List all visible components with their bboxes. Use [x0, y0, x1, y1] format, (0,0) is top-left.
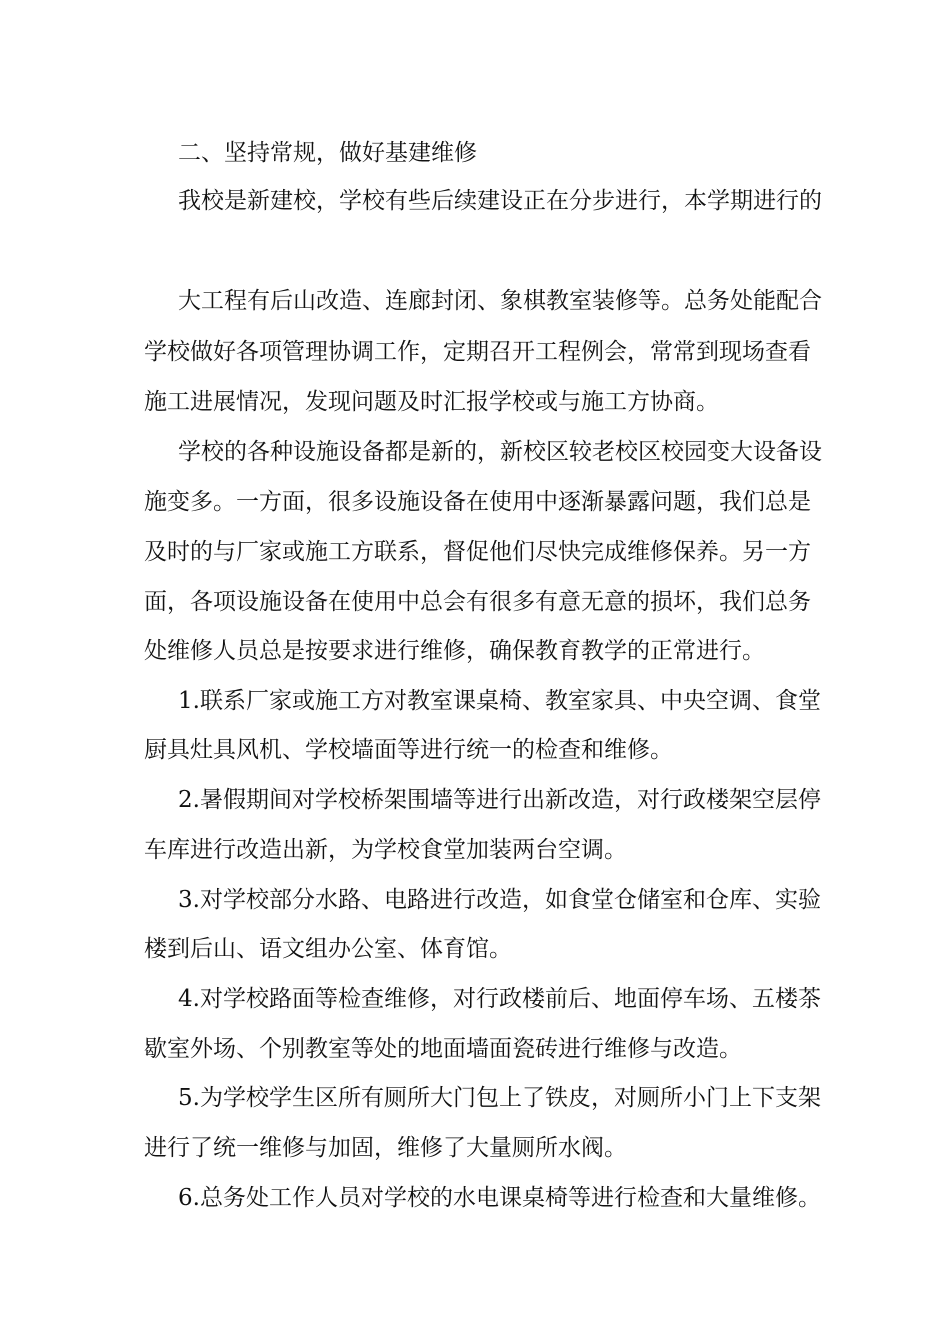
paragraph-line: 我校是新建校，学校有些后续建设正在分步进行，本学期进行的: [178, 188, 822, 214]
list-item-line: 1.联系厂家或施工方对教室课桌椅、教室家具、中央空调、食堂: [178, 688, 821, 714]
paragraph-line: 施工进展情况，发现问题及时汇报学校或与施工方协商。: [144, 389, 719, 415]
paragraph-line: 学校做好各项管理协调工作，定期召开工程例会，常常到现场查看: [144, 339, 811, 365]
list-item-line: 进行了统一维修与加固，维修了大量厕所水阀。: [144, 1135, 627, 1161]
list-item-line: 6.总务处工作人员对学校的水电课桌椅等进行检查和大量维修。: [178, 1185, 821, 1211]
paragraph-line: 施变多。一方面，很多设施设备在使用中逐渐暴露问题，我们总是: [144, 489, 811, 515]
list-item-line: 4.对学校路面等检查维修，对行政楼前后、地面停车场、五楼茶: [178, 986, 821, 1012]
paragraph-line: 大工程有后山改造、连廊封闭、象棋教室装修等。总务处能配合: [178, 288, 822, 314]
list-item-line: 3.对学校部分水路、电路进行改造，如食堂仓储室和仓库、实验: [178, 887, 821, 913]
list-item-line: 楼到后山、语文组办公室、体育馆。: [144, 936, 512, 962]
list-item-line: 厨具灶具风机、学校墙面等进行统一的检查和维修。: [144, 737, 673, 763]
list-item-line: 歇室外场、个别教室等处的地面墙面瓷砖进行维修与改造。: [144, 1036, 742, 1062]
list-item-line: 2.暑假期间对学校桥架围墙等进行出新改造，对行政楼架空层停: [178, 787, 821, 813]
paragraph-line: 处维修人员总是按要求进行维修，确保教育教学的正常进行。: [144, 638, 765, 664]
list-item-line: 5.为学校学生区所有厕所大门包上了铁皮，对厕所小门上下支架: [178, 1085, 821, 1111]
paragraph-line: 面，各项设施设备在使用中总会有很多有意无意的损坏，我们总务: [144, 589, 811, 615]
paragraph-line: 及时的与厂家或施工方联系，督促他们尽快完成维修保养。另一方: [144, 539, 811, 565]
section-heading: 二、坚持常规，做好基建维修: [178, 140, 477, 166]
paragraph-line: 学校的各种设施设备都是新的，新校区较老校区校园变大设备设: [178, 439, 822, 465]
list-item-line: 车库进行改造出新，为学校食堂加装两台空调。: [144, 837, 627, 863]
